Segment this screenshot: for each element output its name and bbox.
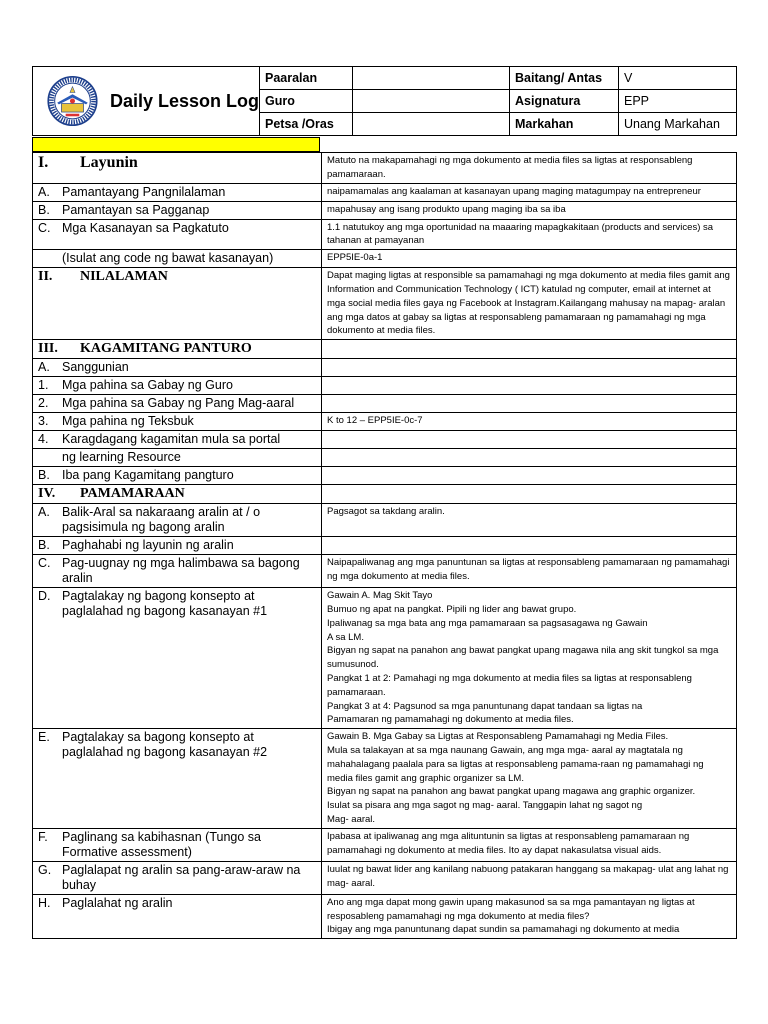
table-row	[33, 588, 737, 729]
section-kagamitang-panturo: III. KAGAMITANG PANTURO	[33, 340, 322, 359]
layunin-text: Matuto na makapamahagi ng mga dokumento at media files sa ligtas at responsableng pamamaraan.	[322, 153, 737, 184]
item-karagdagang-kagamitan: 4. Karagdagang kagamitan mula sa portal	[33, 431, 322, 449]
teksbuk-text: K to 12 – EPP5IE-0c-7	[322, 413, 737, 431]
pamantayang-pangnilalaman-text: naipamamalas ang kaalaman at kasanayan upang maging matagumpay na entrepreneur	[322, 183, 737, 201]
item-kasanayan-sa-pagkatuto: C. Mga Kasanayan sa Pagkatuto	[33, 219, 322, 250]
table-row	[33, 413, 737, 431]
item-paglalapat: G. Paglalapat ng aralin sa pang-araw-araw na buhay	[33, 861, 322, 894]
item-paglinang: F. Paglinang sa kabihasnan (Tungo sa Formative assessment)	[33, 828, 322, 861]
table-row	[33, 537, 737, 555]
value-petsa-oras	[353, 113, 510, 136]
section-layunin: I. Layunin	[33, 153, 322, 184]
table-row	[33, 485, 737, 504]
label-guro: Guro	[260, 90, 353, 113]
item-teksbuk: 3. Mga pahina ng Teksbuk	[33, 413, 322, 431]
empty-cell	[322, 431, 737, 449]
table-row	[33, 153, 737, 184]
empty-cell	[322, 537, 737, 555]
pagtalakay-1-text: Gawain A. Mag Skit Tayo Bumuo ng apat na pangkat. Pipili ng lider ang bawat grupo. Ipaliwanag sa mga bata ang mga pamamaraan sa pagsasagawa ng Gawain A sa LM. Bigyan ng sapat na panahon ang bawat pangkat upang magawa nila ang skit tungkol sa mga sumusunod. Pangkat 1 at 2: Pamahagi ng mga dokumento at media files sa ligtas at responsableng pamamaraan. Pangkat 3 at 4: Pagsunod sa mga panuntunang dapat tandaan sa ligtas na Pamamaran ng pamamahagi ng dokumento at media files.	[322, 588, 737, 729]
value-guro	[353, 90, 510, 113]
item-pag-uugnay: C. Pag-uugnay ng mga halimbawa sa bagong aralin	[33, 555, 322, 588]
table-row	[33, 268, 737, 340]
table-row	[33, 219, 737, 250]
item-pagtalakay-1: D. Pagtalakay ng bagong konsepto at paglalahad ng bagong kasanayan #1	[33, 588, 322, 729]
label-baitang: Baitang/ Antas	[510, 67, 619, 90]
item-paglalahat: H. Paglalahat ng aralin	[33, 894, 322, 938]
table-row	[33, 449, 737, 467]
table-row	[33, 861, 737, 894]
value-asignatura: EPP	[619, 90, 737, 113]
table-row	[33, 467, 737, 485]
label-paaralan: Paaralan	[260, 67, 353, 90]
table-row	[33, 555, 737, 588]
pag-uugnay-text: Naipapaliwanag ang mga panuntunan sa ligtas at responsableng pamamaraan ng pamamahagi ng mga dokumento at media files.	[322, 555, 737, 588]
paglinang-text: Ipabasa at ipaliwanag ang mga alituntunin sa ligtas at responsableng pamamaraan ng pamamahagi ng dokumento at media files. Ito ay dapat nakasulatsa visual aids.	[322, 828, 737, 861]
item-gabay-ng-mag-aaral: 2. Mga pahina sa Gabay ng Pang Mag-aaral	[33, 395, 322, 413]
table-row	[33, 201, 737, 219]
yellow-highlight-cell	[32, 137, 320, 152]
empty-cell	[322, 377, 737, 395]
value-paaralan	[353, 67, 510, 90]
table-row	[33, 828, 737, 861]
item-balik-aral: A. Balik-Aral sa nakaraang aralin at / o pagsisimula ng bagong aralin	[33, 504, 322, 537]
table-row	[33, 377, 737, 395]
document-title: Daily Lesson Log	[109, 90, 259, 111]
lesson-table	[32, 152, 737, 939]
value-baitang: V	[619, 67, 737, 90]
label-petsa-oras: Petsa /Oras	[260, 113, 353, 136]
item-code-label: (Isulat ang code ng bawat kasanayan)	[33, 250, 322, 268]
item-learning-resource: ng learning Resource	[33, 449, 322, 467]
item-pagtalakay-2: E. Pagtalakay sa bagong konsepto at paglalahad ng bagong kasanayan #2	[33, 729, 322, 829]
table-row	[33, 359, 737, 377]
item-gabay-ng-guro: 1. Mga pahina sa Gabay ng Guro	[33, 377, 322, 395]
pagtalakay-2-text: Gawain B. Mga Gabay sa Ligtas at Responsableng Pamamahagi ng Media Files. Mula sa talakayan at sa mga naunang Gawain, ang mga mga- aaral ay magtatala ng mahahalagang paalala para sa ligtas at responsableng pamama-raan ng pamamahagi ng media files gamit ang graphic organizer sa LM. Bigyan ng sapat na panahon ang bawat pangkat upang magawa ang graphic organizer. Isulat sa pisara ang mga sagot ng mag- aaral. Tanggapin lahat ng sagot ng Mag- aaral.	[322, 729, 737, 829]
empty-cell	[322, 395, 737, 413]
section-pamamaraan: IV. PAMAMARAAN	[33, 485, 322, 504]
item-iba-pang-kagamitan: B. Iba pang Kagamitang pangturo	[33, 467, 322, 485]
label-markahan: Markahan	[510, 113, 619, 136]
header-brand	[33, 67, 260, 136]
table-row	[33, 431, 737, 449]
table-row	[33, 729, 737, 829]
value-markahan: Unang Markahan	[619, 113, 737, 136]
item-pamantayan-sa-pagganap: B. Pamantayan sa Pagganap	[33, 201, 322, 219]
empty-cell	[322, 340, 737, 359]
nilalaman-text: Dapat maging ligtas at responsible sa pamamahagi ng mga dokumento at media files gamit ang Information and Communication Technology ( ICT) katulad ng computer, email at internet at mga social media files gaya ng Facebook at Instagram.Kailangang mahusay na mapag- aralan ang mga datos at gabay sa ligtas at responsableng pamamaraan ng pamamahagi ng mga dokumento at media files.	[322, 268, 737, 340]
empty-cell	[322, 449, 737, 467]
code-text: EPP5IE-0a-1	[322, 250, 737, 268]
item-paghahabi: B. Paghahabi ng layunin ng aralin	[33, 537, 322, 555]
empty-cell	[322, 467, 737, 485]
header-table	[32, 66, 737, 136]
deped-seal-icon	[47, 74, 98, 128]
paglalahat-text: Ano ang mga dapat mong gawin upang makasunod sa sa mga pamantayan ng ligtas at resposableng pamamahagi ng mga dokumento at media files? Ibigay ang mga panuntunang dapat sundin sa pamamahagi ng dokumento at media	[322, 894, 737, 938]
table-row	[33, 504, 737, 537]
paglalapat-text: Iuulat ng bawat lider ang kanilang nabuong patakaran hanggang sa makapag- ulat ang lahat ng mag- aaral.	[322, 861, 737, 894]
yellow-highlight-bar	[32, 137, 736, 152]
balik-aral-text: Pagsagot sa takdang aralin.	[322, 504, 737, 537]
table-row	[33, 183, 737, 201]
empty-cell	[322, 485, 737, 504]
table-row	[33, 894, 737, 938]
lesson-log-page	[32, 66, 736, 939]
item-pamantayang-pangnilalaman: A. Pamantayang Pangnilalaman	[33, 183, 322, 201]
pamantayan-sa-pagganap-text: mapahusay ang isang produkto upang maging iba sa iba	[322, 201, 737, 219]
label-asignatura: Asignatura	[510, 90, 619, 113]
table-row	[33, 250, 737, 268]
table-row	[33, 395, 737, 413]
table-row	[33, 340, 737, 359]
item-sanggunian: A. Sanggunian	[33, 359, 322, 377]
empty-cell	[322, 359, 737, 377]
kasanayan-sa-pagkatuto-text: 1.1 natutukoy ang mga oportunidad na maaaring mapagkakitaan (products and services) sa tahanan at pamayanan	[322, 219, 737, 250]
section-nilalaman: II. NILALAMAN	[33, 268, 322, 340]
